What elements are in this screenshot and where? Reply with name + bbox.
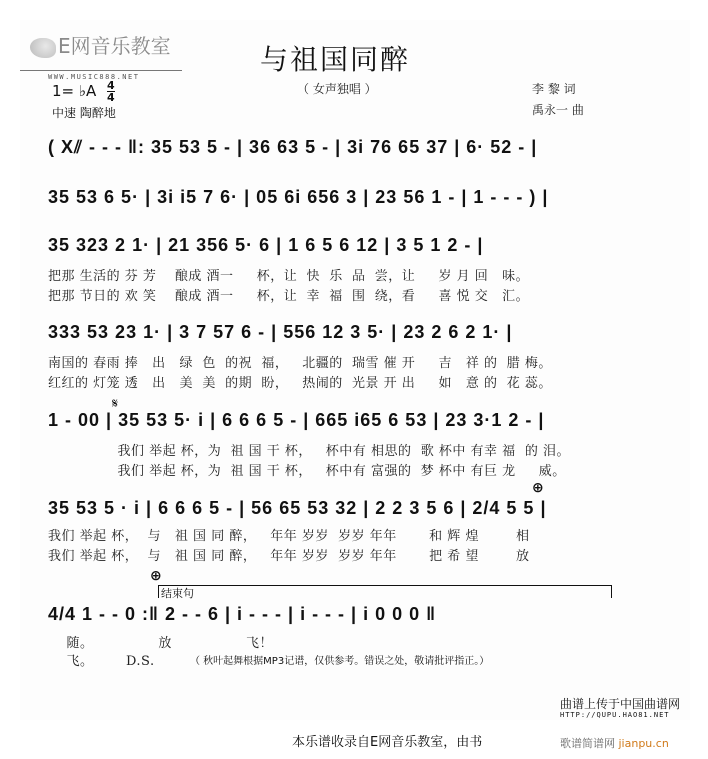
song-title: 与祖国同醉 [260,43,411,76]
lyric-line-5a: 我们 举起 杯，为 祖 国 干 杯， 杯中有 相思的 歌 杯中 有幸 福 的 泪。 [48,444,570,459]
lyric-line-7b: 飞。 D.S. [48,654,155,669]
score-line-6: 35 53 5 · i | 6 6 6 5 - | 56 65 53 32 | 2 2 3 5 6 | 2/4 5 5 | [48,498,547,518]
watermark-jianpu-brand: jianpu.cn [618,737,669,750]
logo-text: E网音乐教室 [58,34,171,58]
time-signature [107,80,115,103]
coda-icon: ⊕ [532,480,544,496]
lyric-line-6b: 我们 举起 杯， 与 祖 国 同 醉， 年年 岁岁 岁岁 年年 把 希 望 放 [48,549,530,564]
song-subtitle: （ 女声独唱 ） [297,82,377,96]
watermark-qupu: 曲谱上传于中国曲谱网 [560,697,681,711]
logo-swirl-icon [30,38,56,58]
score-line-1: ( X⫽ - - - ‖: 35 53 5 - | 36 63 5 - | 3i 76 65 37 | 6· 52 - | [48,137,538,157]
lyric-line-4b: 红红的 灯笼 透 出 美 美 的期 盼， 热闹的 光景 开 出 如 意 的 花 蕊。 [48,376,552,391]
ending-bracket [158,585,612,598]
lyricist-credit: 李 黎 词 [532,82,576,96]
transcription-note: （ 秋叶起舞根据MP3记谱，仅供参考。错误之处，敬请批评指正。） [190,656,490,667]
tempo-marking: 中速 陶醉地 [52,106,116,120]
site-logo [30,30,171,59]
lyric-line-6a: 我们 举起 杯， 与 祖 国 同 醉， 年年 岁岁 岁岁 年年 和 辉 煌 相 [48,529,530,544]
watermark-qupu-url: HTTP://QUPU.HAO81.NET [560,711,670,719]
logo-url: WWW.MUSIC888.NET [48,73,140,81]
source-text: 本乐谱收录自E网音乐教室，由书 [292,735,483,750]
lyric-line-4a: 南国的 春雨 捧 出 绿 色 的祝 福， 北疆的 瑞雪 催 开 吉 祥 的 腊 梅。 [48,356,552,371]
logo-divider [20,70,182,71]
composer-credit: 禹永一 曲 [532,103,584,117]
lyric-line-5b: 我们 举起 杯，为 祖 国 干 杯， 杯中有 富强的 梦 杯中 有巨 龙 威。 [48,464,566,479]
lyric-line-3b: 把那 节日的 欢 笑 酿成 酒一 杯，让 幸 福 围 绕，看 喜 悦 交 汇。 [48,289,530,304]
score-line-5: 1 - 00 | 35 53 5· i | 6 6 6 5 - | 665 i65 6 53 | 23 3·1 2 - | [48,410,545,430]
score-line-7: 4/4 1 - - 0 :‖ 2 - - 6 | i - - - | i - - - | i 0 0 0 ‖ [48,604,437,624]
score-line-3: 35 323 2 1· | 21 356 5· 6 | 1 6 5 6 12 | 3 5 1 2 - | [48,235,484,255]
lyric-line-3a: 把那 生活的 芬 芳 酿成 酒一 杯，让 快 乐 品 尝，让 岁 月 回 味。 [48,269,530,284]
segno-icon: 𝄋 [112,396,119,412]
coda-icon-ending: ⊕ [150,568,162,584]
watermark-jianpu [560,735,669,751]
score-line-2: 35 53 6 5· | 3i i5 7 6· | 05 6i 656 3 | 23 56 1 - | 1 - - - ) | [48,187,549,207]
watermark-jianpu-prefix: 歌谱简谱网 [560,737,615,750]
ending-label: 结束句 [161,587,194,600]
key-signature [52,80,115,103]
key-text: 1= ♭A [52,82,97,100]
score-line-4: 333 53 23 1· | 3 7 57 6 - | 556 12 3 5· | 23 2 6 2 1· | [48,322,513,342]
time-sig-bottom: 4 [107,91,115,104]
lyric-line-7a: 随。 放 飞！ [48,636,273,651]
time-sig-top: 4 [107,79,115,92]
